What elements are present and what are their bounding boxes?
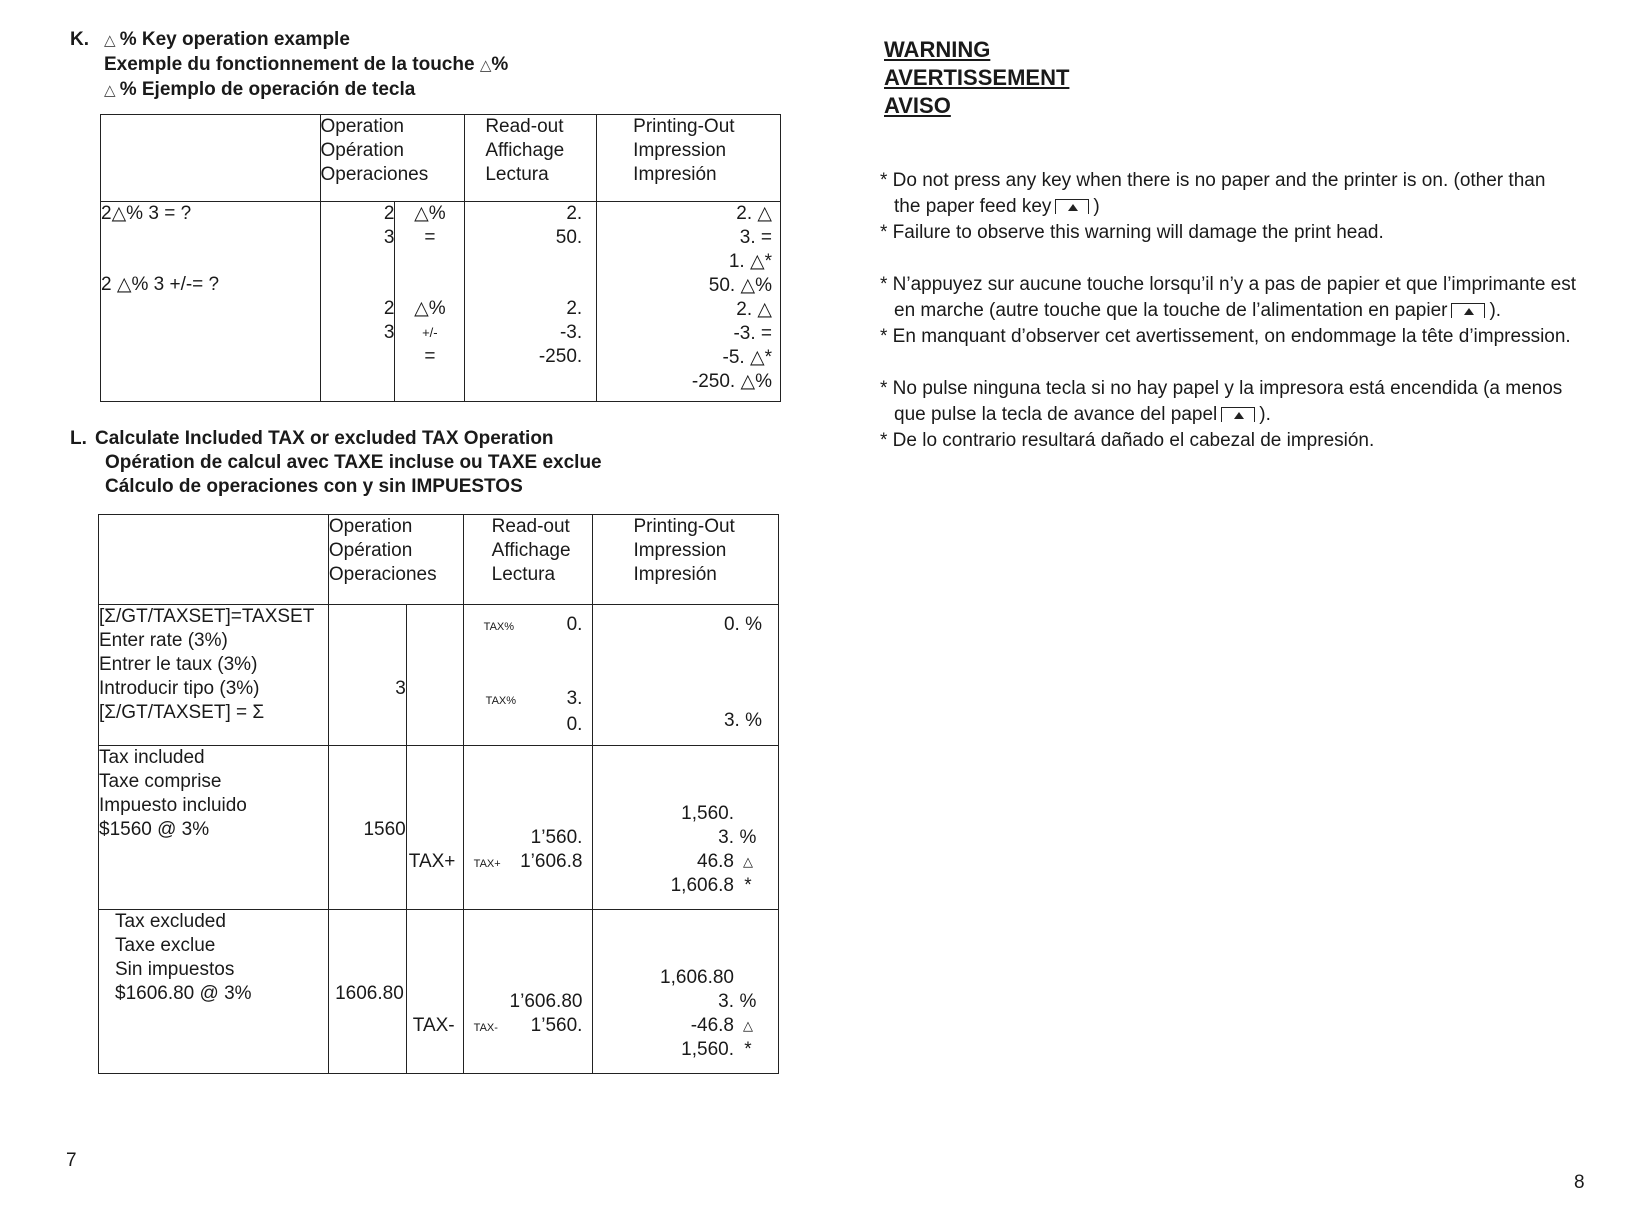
printing-column: 1,606.80 3. % -46.8 △ 1,560. *	[593, 910, 779, 1074]
section-k-title-es: % Ejemplo de operación de tecla	[119, 79, 416, 100]
paper-feed-key-icon	[1055, 199, 1089, 214]
table-k	[100, 114, 781, 402]
warning-english: * Do not press any key when there is no paper and the printer is on. (other than the paper feed key ) * Failure to observe this warning will damage the print head.	[880, 170, 1546, 243]
section-k-title-fr-suffix: %	[491, 54, 509, 75]
printing-column: 1,560. 3. % 46.8 △ 1,606.8 *	[593, 746, 779, 910]
equals-key: =	[424, 227, 436, 248]
table-row: Tax excluded Taxe exclue Sin impuestos $1606.80 @ 3% 1606.80 TAX- 1’606.80 TAX- 1’560. 1,606.80 3. % -46.8 △ 1,560. *	[99, 910, 779, 1074]
row-description: 2△% 3 = ?	[101, 203, 192, 224]
header-operation: Operation Opération Operaciones	[320, 115, 465, 202]
warning-title-es: AVISO	[884, 93, 951, 118]
percent-key: △%	[414, 203, 446, 224]
warning-title-en: WARNING	[884, 37, 991, 62]
tax-percent-indicator: TAX%	[485, 695, 517, 707]
header-operation: Operation Opération Operaciones	[328, 515, 463, 605]
section-l-letter: L.	[70, 428, 87, 449]
table-row: [Σ/GT/TAXSET]=TAXSET Enter rate (3%) Entrer le taux (3%) Introducir tipo (3%) [Σ/GT/TAXSET] = Σ 3 TAX% 0. TAX% 3. 0. 0. % 3. %	[99, 605, 779, 746]
table-row	[99, 515, 779, 605]
header-printing: Printing-Out Impression Impresión	[593, 515, 779, 605]
row-description: 2 △% 3 +/-= ?	[101, 274, 220, 295]
row-description: Enter rate (3%)	[99, 630, 228, 651]
table-row	[101, 115, 781, 202]
printing-column: 0. % 3. %	[593, 605, 779, 746]
tax-plus-key: TAX+	[406, 746, 463, 910]
header-readout: Read-out Affichage Lectura	[463, 515, 593, 605]
key-column	[395, 202, 465, 402]
triangle-icon: △	[104, 82, 120, 99]
warning-title-fr: AVERTISSEMENT	[884, 65, 1070, 90]
readout-column: TAX% 0. TAX% 3. 0.	[463, 605, 593, 746]
row-description: Introducir tipo (3%)	[99, 678, 260, 699]
printing-column: 2. △ 3. = 1. △* 50. △% 2. △ -3. = -5. △* -250. △%	[597, 202, 781, 402]
triangle-icon: △	[479, 57, 492, 74]
section-l-title-fr: Opération de calcul avec TAXE incluse ou TAXE exclue	[105, 452, 602, 473]
row-description: $1606.80 @ 3%	[115, 983, 252, 1004]
section-k-title-fr: Exemple du fonctionnement de la touche	[104, 54, 475, 75]
page-number-right: 8	[1574, 1172, 1585, 1193]
row-description: [Σ/GT/TAXSET] = Σ	[99, 702, 265, 723]
page-number-left: 7	[66, 1150, 77, 1171]
table-l	[98, 514, 779, 1074]
row-description: Tax included	[99, 747, 205, 768]
paper-feed-key-icon	[1221, 407, 1255, 422]
row-description: Impuesto incluido	[99, 795, 247, 816]
row-description: Sin impuestos	[115, 959, 235, 980]
row-description: Taxe exclue	[115, 935, 216, 956]
section-k-letter: K.	[70, 29, 89, 50]
section-l-title-es: Cálculo de operaciones con y sin IMPUESTOS	[105, 476, 523, 497]
tax-minus-key: TAX-	[406, 910, 463, 1074]
warning-title	[884, 36, 1069, 120]
tax-minus-indicator: TAX-	[473, 1022, 498, 1034]
row-description: [Σ/GT/TAXSET]=TAXSET	[99, 606, 315, 627]
section-l-title-en: Calculate Included TAX or excluded TAX Operation	[95, 428, 554, 449]
paper-feed-key-icon	[1451, 303, 1485, 318]
tax-percent-indicator: TAX%	[483, 621, 515, 633]
percent-key: △%	[414, 298, 446, 319]
triangle-icon: △	[104, 32, 120, 49]
table-row: Tax included Taxe comprise Impuesto incluido $1560 @ 3% 1560 TAX+ 1’560. TAX+ 1’606.8 1,560. 3. % 46.8 △ 1,606.8 *	[99, 746, 779, 910]
equals-key: =	[424, 346, 436, 367]
readout-column: 2. 50. 2. -3. -250.	[465, 202, 597, 402]
row-description: Taxe comprise	[99, 771, 222, 792]
readout-column: 1’606.80 TAX- 1’560.	[463, 910, 593, 1074]
header-readout: Read-out Affichage Lectura	[465, 115, 597, 202]
warning-french: * N’appuyez sur aucune touche lorsqu’il n’y a pas de papier et que l’imprimante est en marche (autre touche que la touche de l’alimentation en papier ). * En manquant d’observer cet avertissement, on endommage la tête d’impression.	[880, 274, 1577, 347]
readout-column: 1’560. TAX+ 1’606.8	[463, 746, 593, 910]
warning-spanish: * No pulse ninguna tecla si no hay papel y la impresora está encendida (a menos que pulse la tecla de avance del papel ). * De lo contrario resultará dañado el cabezal de impresión.	[880, 378, 1563, 451]
tax-plus-indicator: TAX+	[473, 858, 501, 870]
row-description: Entrer le taux (3%)	[99, 654, 258, 675]
section-k-title-en: % Key operation example	[119, 29, 350, 50]
header-printing: Printing-Out Impression Impresión	[597, 115, 781, 202]
row-description: Tax excluded	[115, 911, 226, 932]
row-description: $1560 @ 3%	[99, 819, 210, 840]
sign-change-key: +/-	[422, 325, 438, 340]
table-row: 2△% 3 = ? 2 △% 3 +/-= ? 2 3 2 3 △% = △% +/- = 2. 50. 2. -3. -250. 2. △ 3. = 1. △* 50. △% 2. △ -3. = -5. △* -250. △%	[101, 202, 781, 402]
